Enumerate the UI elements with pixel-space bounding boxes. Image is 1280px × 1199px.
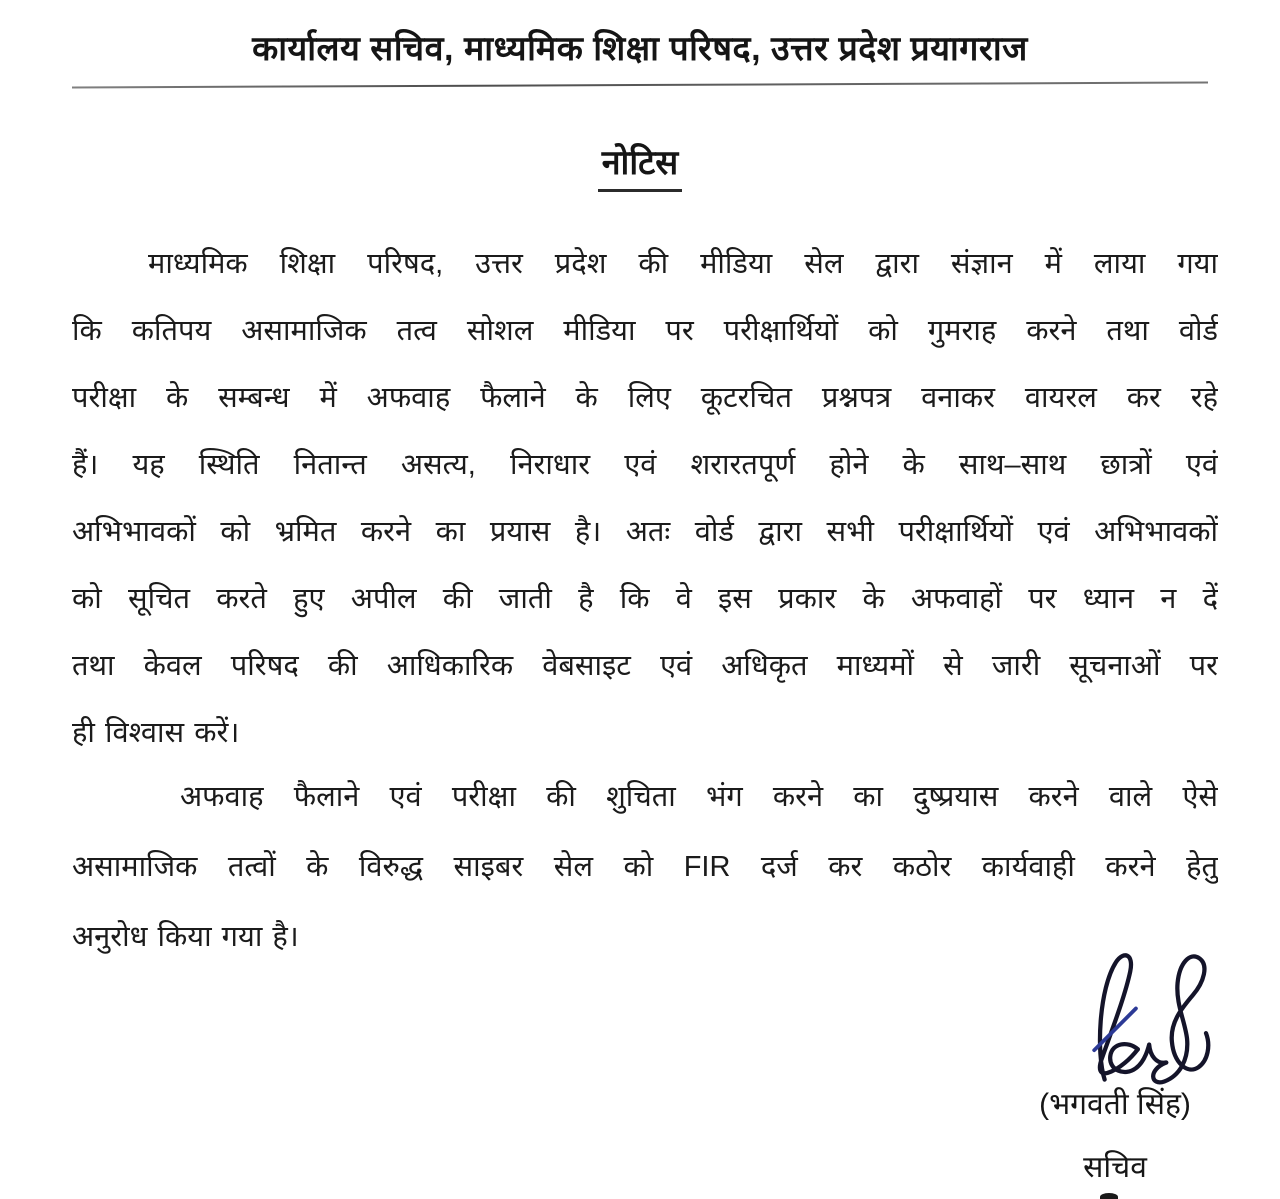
text-line: को सूचित करते हुए अपील की जाती है कि वे इस प्रकार के अफवाहों पर ध्यान न दें: [72, 583, 1218, 615]
text-line: परीक्षा के सम्बन्ध में अफवाह फैलाने के लिए कूटरचित प्रश्नपत्र वनाकर वायरल कर रहे: [72, 382, 1218, 414]
signatory-designation: सचिव: [1083, 1151, 1147, 1184]
document-header: [0, 24, 1280, 70]
text-line: कि कतिपय असामाजिक तत्व सोशल मीडिया पर परीक्षार्थियों को गुमराह करने तथा वोर्ड: [72, 315, 1218, 347]
signature-block: [1000, 944, 1230, 1186]
text-line: अफवाह फैलाने एवं परीक्षा की शुचिता भंग करने का दुष्प्रयास करने वाले ऐसे: [180, 781, 1218, 813]
text-line: ही विश्वास करें।: [72, 717, 240, 749]
page-edge-ink-mark: [1100, 1193, 1118, 1199]
text-line: अभिभावकों को भ्रमित करने का प्रयास है। अतः वोर्ड द्वारा सभी परीक्षार्थियों एवं अभिभावकों: [72, 516, 1218, 548]
signatory-name: (भगवती सिंह): [1039, 1088, 1191, 1121]
text-line: अनुरोध किया गया है।: [72, 921, 299, 953]
notice-heading: नोटिस: [598, 138, 683, 192]
notice-heading-wrap: [0, 138, 1280, 192]
title-underline: [72, 82, 1208, 89]
signature-handwriting-icon: [1044, 944, 1224, 1092]
paragraph-1: [72, 234, 1218, 770]
text-line: तथा केवल परिषद की आधिकारिक वेबसाइट एवं अधिकृत माध्यमों से जारी सूचनाओं पर: [72, 650, 1218, 682]
text-line: माध्यमिक शिक्षा परिषद, उत्तर प्रदेश की मीडिया सेल द्वारा संज्ञान में लाया गया: [148, 248, 1218, 280]
text-line: हैं। यह स्थिति नितान्त असत्य, निराधार एवं शरारतपूर्ण होने के साथ–साथ छात्रों एवं: [72, 449, 1218, 481]
text-line: असामाजिक तत्वों के विरुद्ध साइबर सेल को FIR दर्ज कर कठोर कार्यवाही करने हेतु: [72, 851, 1218, 883]
page-title: कार्यालय सचिव, माध्यमिक शिक्षा परिषद, उत्तर प्रदेश प्रयागराज: [252, 30, 1028, 68]
